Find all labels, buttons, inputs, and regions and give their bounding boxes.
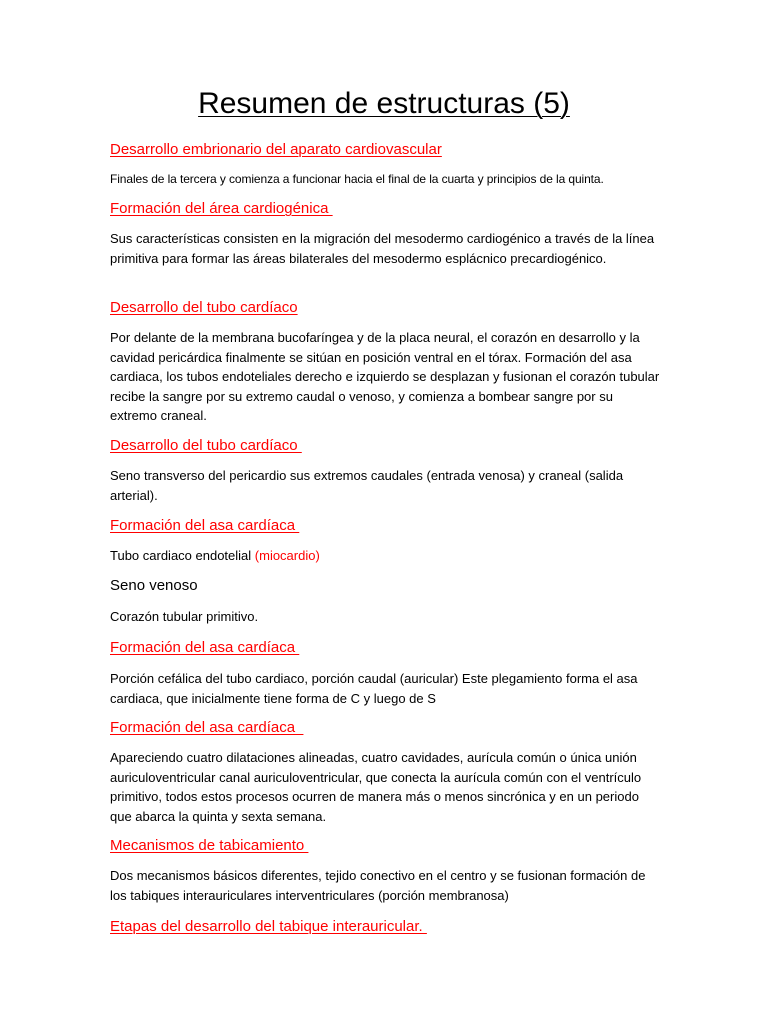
section-7-body — [110, 748, 660, 826]
section-6-body — [110, 669, 660, 708]
highlighted-text: (miocardio) — [254, 548, 320, 563]
section-paragraph — [110, 546, 660, 566]
section-paragraph: Dos mecanismos básicos diferentes, tejido conectivo en el centro y se fusionan formación de los tabiques interauriculares interventriculares (porción membranosa) — [110, 868, 646, 903]
section-paragraph: Porción cefálica del tubo cardiaco, porción caudal (auricular) Este plegamiento forma el asa cardiaca, que inicialmente tiene forma de C y luego de S — [110, 671, 638, 706]
paragraph-text: Tubo cardiaco endotelial — [110, 548, 255, 563]
section-heading: Desarrollo embrionario del aparato cardiovascular — [110, 141, 442, 158]
section-1-body — [110, 170, 660, 188]
section-5 — [110, 516, 660, 536]
section-paragraph: Por delante de la membrana bucofaríngea y de la placa neural, el corazón en desarrollo y la cavidad pericárdica finalmente se sitúan en posición ventral en el tórax. Formación del asa cardiaca, los tubos endoteliales derecho e izquierdo se desplazan y fusionan el corazón tubular recibe la sangre por su extremo caudal o venoso, y comienza a bombear sangre por su extremo craneal. — [110, 330, 660, 423]
section-3 — [110, 298, 660, 318]
section-5-subheading — [110, 576, 660, 596]
section-paragraph: Sus características consisten en la migración del mesodermo cardiogénico a través de la línea primitiva para formar las áreas bilaterales del mesodermo esplácnico precardiogénico. — [110, 231, 655, 266]
section-heading: Formación del asa cardíaca — [110, 719, 304, 736]
section-paragraph: Corazón tubular primitivo. — [110, 609, 259, 624]
section-paragraph: Finales de la tercera y comienza a funcionar hacia el final de la cuarta y principios de la quinta. — [110, 172, 604, 186]
section-7 — [110, 718, 660, 738]
section-2 — [110, 199, 660, 219]
section-paragraph: Seno transverso del pericardio sus extremos caudales (entrada venosa) y craneal (salida arterial). — [110, 468, 624, 503]
section-paragraph: Apareciendo cuatro dilataciones alineadas, cuatro cavidades, aurícula común o única unión auriculoventricular canal auriculoventricular, que conecta la aurícula común con el ventrículo primitivo, todos estos procesos ocurren de manera más o menos sincrónica y en un periodo que abarca la quinta y sexta semana. — [110, 750, 642, 824]
section-heading: Mecanismos de tabicamiento — [110, 837, 309, 854]
section-heading: Etapas del desarrollo del tabique interauricular. — [110, 918, 427, 935]
section-8 — [110, 836, 660, 856]
section-5-note — [110, 607, 660, 627]
section-heading: Formación del asa cardíaca — [110, 517, 300, 534]
document-title — [0, 84, 768, 124]
section-2-body — [110, 229, 660, 268]
section-1 — [110, 140, 660, 160]
section-3-body — [110, 328, 660, 426]
section-heading: Formación del asa cardíaca — [110, 639, 300, 656]
section-heading: Desarrollo del tubo cardíaco — [110, 299, 298, 316]
section-4 — [110, 436, 660, 456]
document-title-text: Resumen de estructuras (5) — [198, 87, 570, 120]
section-6 — [110, 638, 660, 658]
section-heading: Formación del área cardiogénica — [110, 200, 333, 217]
section-4-body — [110, 466, 660, 505]
section-5-body — [110, 546, 660, 566]
section-9 — [110, 917, 660, 937]
section-8-body — [110, 866, 660, 905]
subheading: Seno venoso — [110, 577, 198, 594]
section-heading: Desarrollo del tubo cardíaco — [110, 437, 302, 454]
